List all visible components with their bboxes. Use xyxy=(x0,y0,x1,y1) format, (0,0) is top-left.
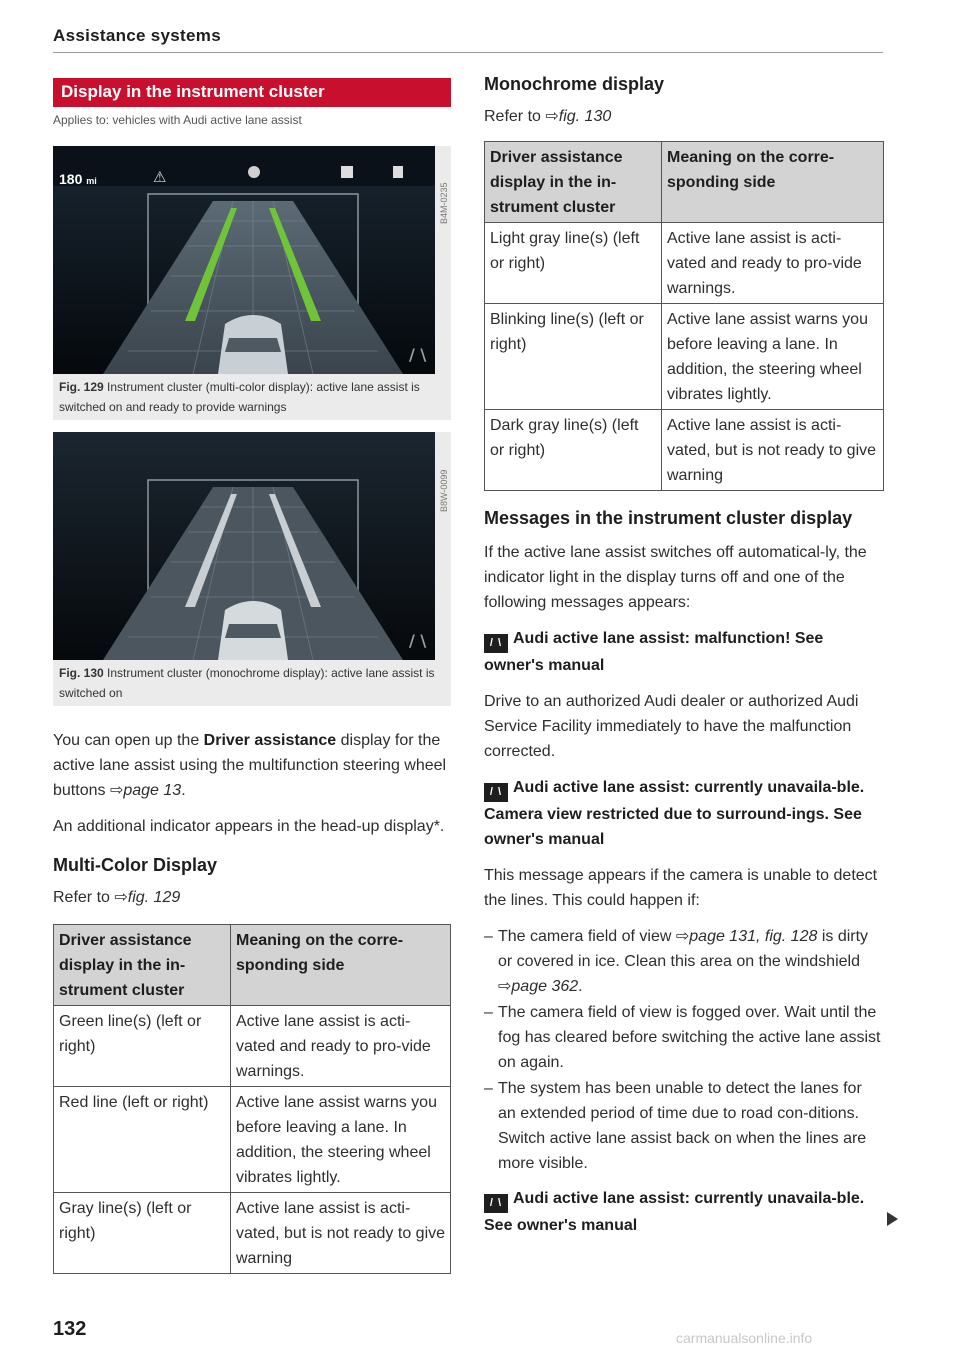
intro-paragraph: You can open up the Driver assistance display for the active lane assist using the multifunction steering wheel buttons ⇨page 13. xyxy=(53,732,447,799)
messages-heading: Messages in the instrument cluster display xyxy=(484,508,853,528)
fig-129-link[interactable]: ⇨fig. 129 xyxy=(114,889,181,906)
figure-129 xyxy=(53,146,451,420)
fig-129-caption xyxy=(53,374,451,420)
watermark: carmanualsonline.info xyxy=(676,1330,813,1346)
lane-assist-icon: / \ xyxy=(484,1194,508,1213)
page-13-link[interactable]: ⇨page 13 xyxy=(109,782,182,799)
lane-assist-icon: / \ xyxy=(484,634,508,653)
table-row: Red line (left or right) Active lane assist warns you before leaving a lane. In addition, the steering wheel vibrates lightly. xyxy=(54,1087,451,1193)
table-row: Gray line(s) (left or right) Active lane assist is acti-vated, but is not ready to give warning xyxy=(54,1193,451,1274)
fig-130-image xyxy=(53,432,451,660)
message-camera-restricted: / \ Audi active lane assist: currently unavaila-ble. Camera view restricted due to surround-ings. See owner's manual xyxy=(484,779,865,848)
fig-130-text: Instrument cluster (monochrome display): active lane assist is switched on xyxy=(59,666,435,700)
fig-129-text: Instrument cluster (multi-color display): active lane assist is switched on and ready to provide warnings xyxy=(59,380,420,414)
hud-paragraph: An additional indicator appears in the head-up display*. xyxy=(53,818,445,835)
fig-130-caption xyxy=(53,660,451,706)
monochrome-ref: Refer to ⇨fig. 130 xyxy=(484,108,612,125)
messages-intro: If the active lane assist switches off automatical-ly, the indicator light in the display turns off and one of the following messages appears: xyxy=(484,544,867,611)
table-header: Driver assistance display in the in-strument cluster xyxy=(54,925,231,1006)
seatbelt-icon xyxy=(341,166,353,178)
monochrome-heading: Monochrome display xyxy=(484,74,665,94)
page-362-link[interactable]: ⇨page 362 xyxy=(498,978,579,995)
message-malfunction: / \ Audi active lane assist: malfunction! See owner's manual xyxy=(484,630,824,674)
monochrome-table xyxy=(484,141,884,491)
message-camera-body: This message appears if the camera is unable to detect the lines. This could happen if: xyxy=(484,867,878,909)
fig-129-label: Fig. 129 xyxy=(59,380,104,394)
range-unit: mi xyxy=(86,176,97,186)
table-header: Meaning on the corre-sponding side xyxy=(231,925,451,1006)
page-131-link[interactable]: ⇨page 131, fig. 128 xyxy=(675,928,818,945)
lane-assist-icon: / \ xyxy=(484,783,508,802)
table-row: Blinking line(s) (left or right) Active lane assist warns you before leaving a lane. In addition, the steering wheel vibrates lightly. xyxy=(485,304,884,410)
figure-code: B4M-0235 xyxy=(439,182,449,224)
door-icon xyxy=(393,166,403,178)
list-item: – The system has been unable to detect the lanes for an extended period of time due to road con-ditions. Switch active lane assist back on when the lines are more visible. xyxy=(484,1080,867,1172)
applies-to-note: Applies to: vehicles with Audi active lane assist xyxy=(53,113,302,127)
message-malfunction-body: Drive to an authorized Audi dealer or authorized Audi Service Facility immediately to have the malfunction corrected. xyxy=(484,693,859,760)
message-unavailable: / \ Audi active lane assist: currently unavaila-ble. See owner's manual xyxy=(484,1190,865,1234)
section-title: Display in the instrument cluster xyxy=(53,78,451,107)
table-header: Driver assistance display in the in-strument cluster xyxy=(485,142,662,223)
table-row: Dark gray line(s) (left or right) Active lane assist is acti-vated, but is not ready to give warning xyxy=(485,410,884,491)
left-column xyxy=(53,78,451,1274)
table-header: Meaning on the corre-sponding side xyxy=(662,142,884,223)
multi-color-table xyxy=(53,924,451,1274)
multicolor-cluster-illustration xyxy=(53,146,451,374)
lane-assist-indicator-icon: / \ xyxy=(409,631,427,650)
figure-code: B8W-0099 xyxy=(439,469,449,512)
range-value: 180 xyxy=(59,171,83,187)
warning-triangle-icon: ⚠ xyxy=(153,168,167,186)
table-row: Green line(s) (left or right) Active lane assist is acti-vated and ready to pro-vide warnings. xyxy=(54,1006,451,1087)
multi-color-heading: Multi-Color Display xyxy=(53,855,218,875)
table-row: Light gray line(s) (left or right) Active lane assist is acti-vated and ready to pro-vide warnings. xyxy=(485,223,884,304)
figure-130 xyxy=(53,432,451,706)
driver-assistance-term: Driver assistance xyxy=(203,732,337,749)
lane-assist-indicator-icon: / \ xyxy=(409,345,427,364)
fig-129-image xyxy=(53,146,451,374)
fig-130-link[interactable]: ⇨fig. 130 xyxy=(545,108,612,125)
fig-130-label: Fig. 130 xyxy=(59,666,104,680)
page-number: 132 xyxy=(53,1318,87,1340)
multi-color-ref: Refer to ⇨fig. 129 xyxy=(53,889,181,906)
continue-arrow-icon xyxy=(887,1212,898,1226)
right-column xyxy=(484,74,884,1238)
header-rule xyxy=(53,52,883,53)
steering-icon xyxy=(248,166,260,178)
section-header: Assistance systems xyxy=(53,26,221,45)
causes-list xyxy=(484,924,884,1176)
monochrome-cluster-illustration xyxy=(53,432,451,660)
list-item: – The camera field of view is fogged over. Wait until the fog has cleared before switching the active lane assist on again. xyxy=(484,1004,881,1071)
list-item: – The camera field of view ⇨page 131, fig. 128 is dirty or covered in ice. Clean this area on the windshield ⇨page 362. xyxy=(484,928,869,995)
